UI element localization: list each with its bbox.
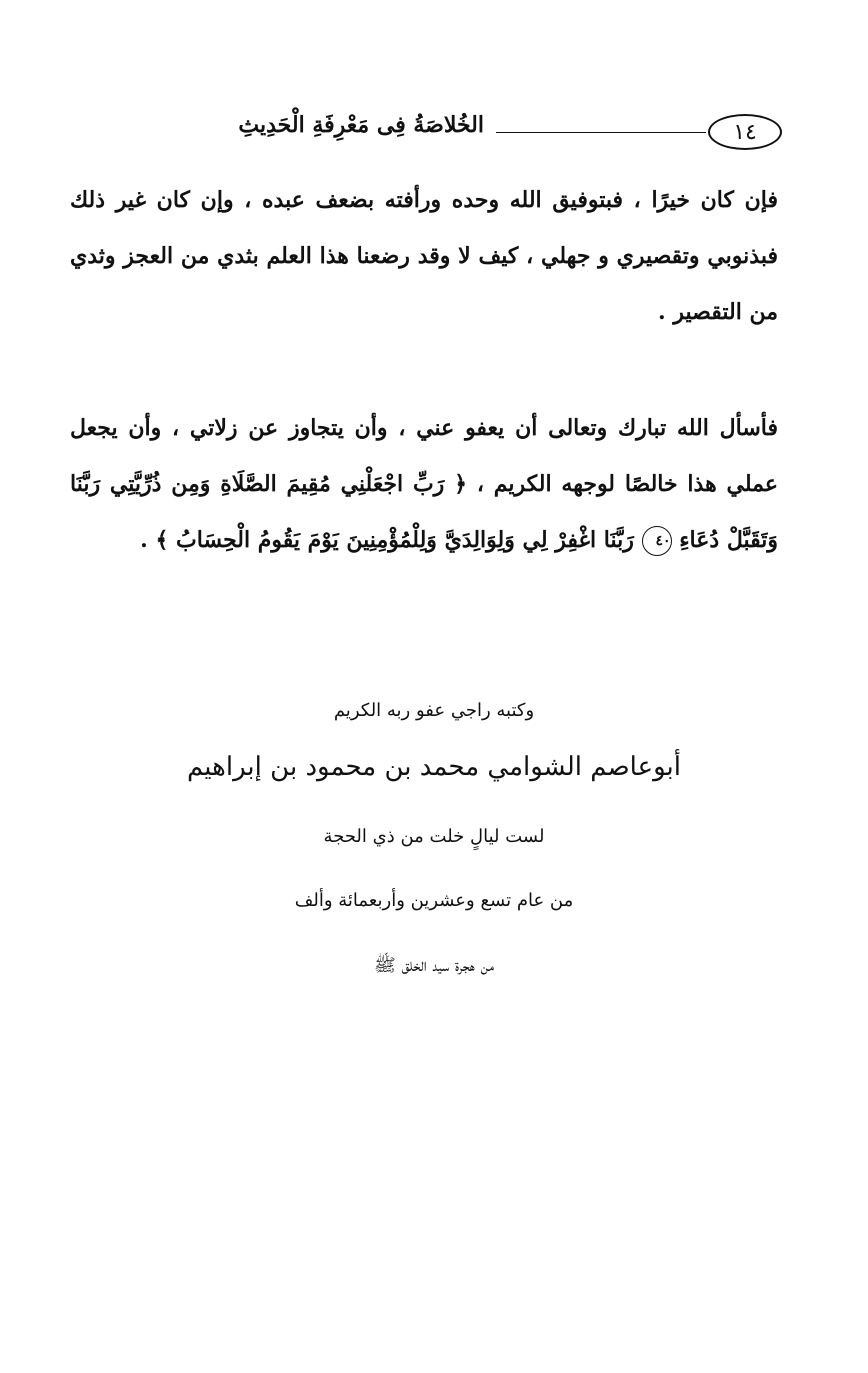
page-number: ١٤ [733,119,757,145]
signature-date-line-3: من هجرة سيد الخلق ﷺ [374,955,494,976]
quran-open-bracket: ﴿ [454,471,467,497]
quran-verse-part-2: رَبَّنَا اغْفِرْ لِي وَلِوَالِدَيَّ وَلِلْمُؤْمِنِينَ يَوْمَ يَقُومُ الْحِسَابُ [176,527,634,553]
quran-close-bracket: ﴾ . [140,527,169,553]
page-header [66,110,782,154]
paragraph-2 [70,400,778,568]
signature-date-line-2: من عام تسع وعشرين وأربعمائة وألف [294,890,574,911]
paragraph-2-intro: فأسأل الله تبارك وتعالى أن يعفو عني ، وأن يتجاوز عن زلاتي ، وأن يجعل عملي هذا خالصًا لوجهه الكريم ، [70,415,778,497]
page-number-badge [708,114,782,150]
paragraph-1: فإن كان خيرًا ، فبتوفيق الله وحده ورأفته بضعف عبده ، وإن كان غير ذلك فبذنوبي وتقصيري و جهلي ، كيف لا وقد رضعنا هذا العلم بثدي من العجز وثدي من التقصير . [70,187,778,325]
header-rule [496,132,706,133]
ayah-number-mark: ٤٠ [642,526,672,556]
signature-date-line-1: لست ليالٍ خلت من ذي الحجة [323,826,545,847]
running-title: الخُلاصَةُ فِى مَعْرِفَةِ الْحَدِيثِ [238,112,484,138]
author-name: أبوعاصم الشوامي محمد بن محمود بن إبراهيم [187,752,681,782]
signature-line-1: وكتبه راجي عفو ربه الكريم [333,700,535,721]
quran-verse-part-1: رَبِّ اجْعَلْنِي مُقِيمَ الصَّلَاةِ وَمِن ذُرِّيَّتِي رَبَّنَا وَتَقَبَّلْ دُعَاءِ [70,471,778,553]
